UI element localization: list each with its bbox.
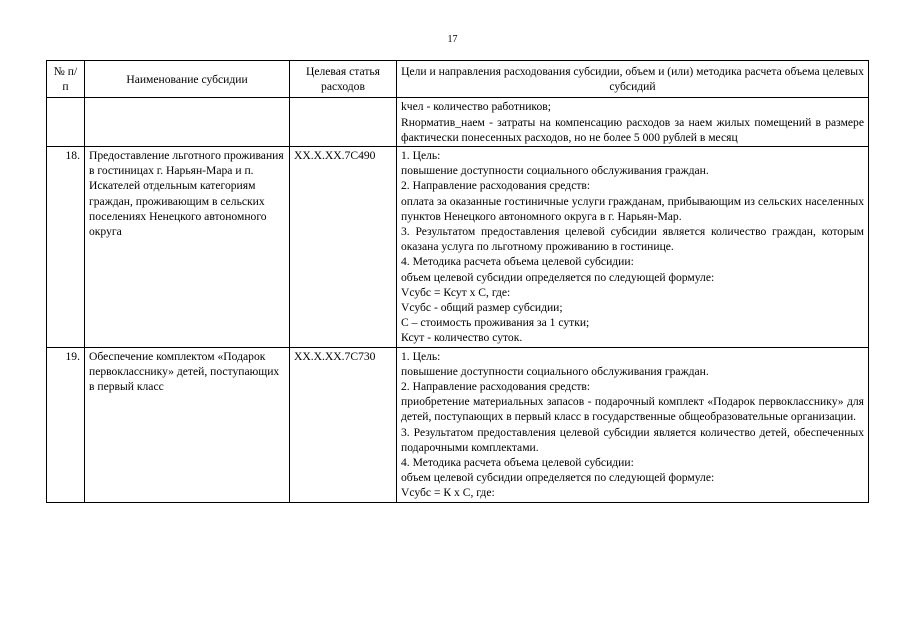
desc-line: Vсубс = К х С, где: <box>401 486 495 500</box>
desc-line: объем целевой субсидии определяется по следующей формуле: <box>401 270 715 284</box>
desc-line: Vсубс - общий размер субсидии; <box>401 301 563 315</box>
desc-line: объем целевой субсидии определяется по следующей формуле: <box>401 471 715 485</box>
table-row <box>47 347 869 502</box>
desc-line: Ксут - количество суток. <box>401 331 523 345</box>
desc-line: 1. Цель: <box>401 349 441 363</box>
header-description: Цели и направления расходования субсидии, объем и (или) методика расчета объема целевых субсидий <box>397 61 869 98</box>
desc-line: повышение доступности социального обслуживания граждан. <box>401 364 709 378</box>
cell-name: Обеспечение комплектом «Подарок первокласснику» детей, поступающих в первый класс <box>85 347 290 502</box>
desc-line: 1. Цель: <box>401 149 441 163</box>
desc-line: 4. Методика расчета объема целевой субсидии: <box>401 456 634 470</box>
table-row-continuation <box>47 98 869 147</box>
header-subsidy-name: Наименование субсидии <box>85 61 290 98</box>
desc-line: 2. Направление расходования средств: <box>401 380 591 394</box>
cell-number <box>47 98 85 147</box>
cell-name: Предоставление льготного проживания в гостиницах г. Нарьян-Мара и п. Искателей отдельным категориям граждан, проживающим в сельских поселениях Ненецкого автономного округа <box>85 147 290 348</box>
cell-code: XX.X.XX.7C730 <box>290 347 397 502</box>
desc-line: повышение доступности социального обслуживания граждан. <box>401 164 709 178</box>
desc-line: kчел - количество работников; <box>401 100 551 114</box>
header-target-code: Целевая статья расходов <box>290 61 397 98</box>
desc-line: Vсубс = Ксут х С, где: <box>401 285 511 299</box>
cell-description <box>397 347 869 502</box>
desc-line: 4. Методика расчета объема целевой субсидии: <box>401 255 634 269</box>
subsidy-table <box>46 60 869 503</box>
desc-line: 3. Результатом предоставления целевой субсидии является количество граждан, которым оказана услуга по льготному проживанию в гостинице. <box>401 225 864 254</box>
desc-line: приобретение материальных запасов - подарочный комплект «Подарок первокласснику» для детей, поступающих в первый класс в государственные общеобразовательные организации. <box>401 395 864 424</box>
cell-number: 18. <box>47 147 85 348</box>
desc-line: С – стоимость проживания за 1 сутки; <box>401 316 590 330</box>
cell-code <box>290 98 397 147</box>
desc-line: 3. Результатом предоставления целевой субсидии является количество детей, обеспеченных подарочными комплектами. <box>401 425 864 454</box>
table-row <box>47 147 869 348</box>
cell-number: 19. <box>47 347 85 502</box>
desc-line: оплата за оказанные гостиничные услуги гражданам, прибывающим из сельских населенных пунктов Ненецкого автономного округа в г. Нарьян-Мар. <box>401 194 864 223</box>
cell-description <box>397 98 869 147</box>
cell-code: XX.X.XX.7C490 <box>290 147 397 348</box>
desc-line: 2. Направление расходования средств: <box>401 179 591 193</box>
page-number: 17 <box>447 34 458 45</box>
cell-description <box>397 147 869 348</box>
desc-line: Rнорматив_наем - затраты на компенсацию расходов за наем жилых помещений в размере фактически понесенных расходов, но не более 5 000 рублей в месяц <box>401 115 864 144</box>
cell-name <box>85 98 290 147</box>
header-number: № п/п <box>47 61 85 98</box>
table-header-row <box>47 61 869 98</box>
